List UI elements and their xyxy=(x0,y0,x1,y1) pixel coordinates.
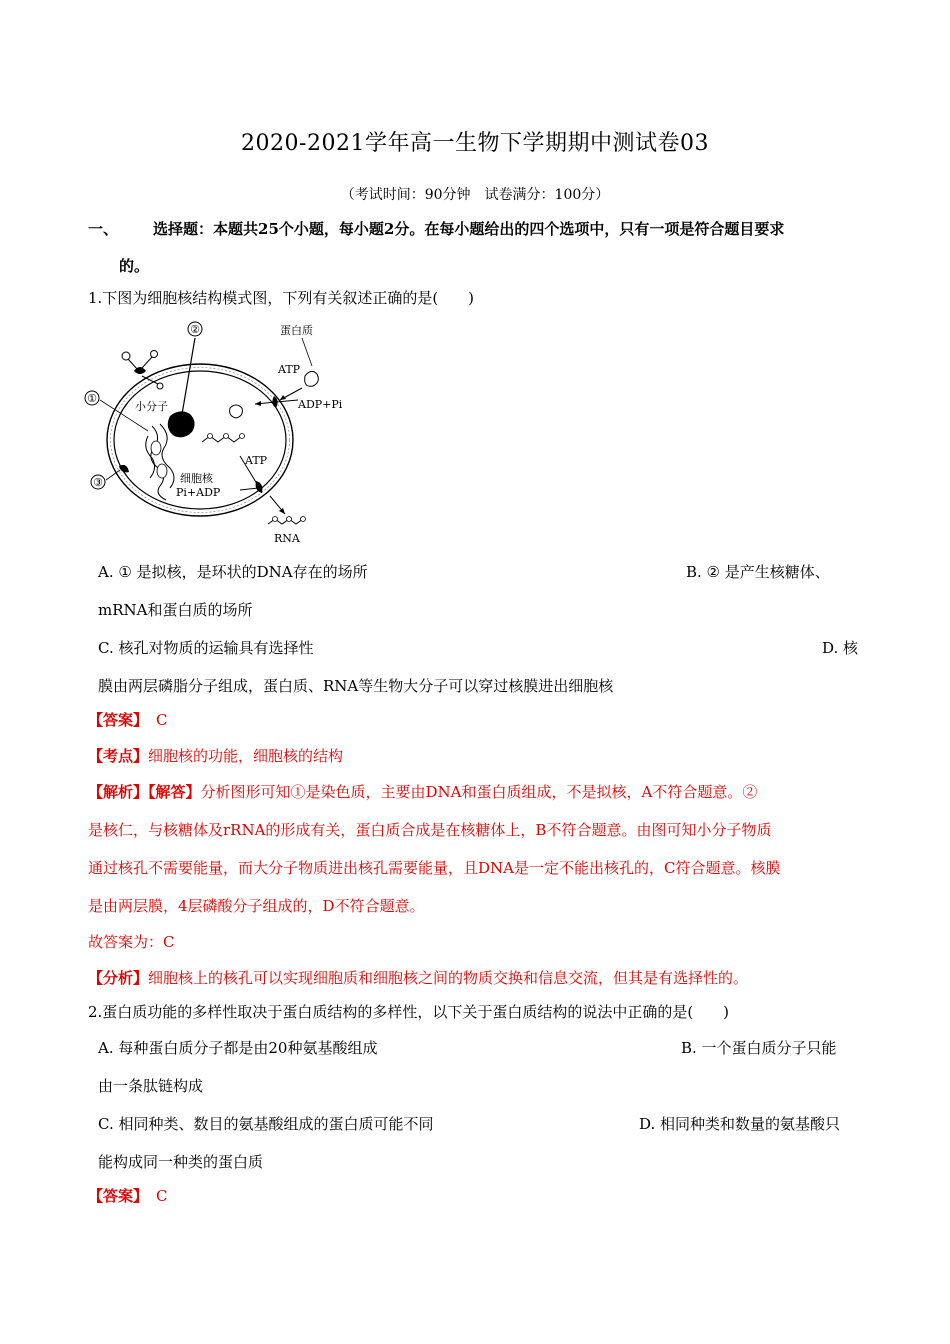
q1-analysis-summary xyxy=(88,967,748,988)
label-1: ① xyxy=(87,392,97,405)
q2-answer xyxy=(88,1185,168,1206)
q1-option-a: A. ① 是拟核，是环状的DNA存在的场所 xyxy=(98,563,368,581)
label-atp-top: ATP xyxy=(278,363,301,376)
q1-option-b-cont: mRNA和蛋白质的场所 xyxy=(98,601,253,619)
label-3: ③ xyxy=(93,476,103,489)
q2-option-d: D. 相同种类和数量的氨基酸只 xyxy=(639,1115,841,1133)
section-instructions-line2: 的。 xyxy=(119,257,150,275)
summary-tag: 【分析】 xyxy=(88,969,149,987)
nuclear-pore-lower-left xyxy=(119,465,129,473)
q1-analysis-line4: 是由两层膜，4层磷酸分子组成的，D不符合题意。 xyxy=(88,897,425,915)
key-point-text: 细胞核的功能，细胞核的结构 xyxy=(148,747,344,765)
q1-option-d: D. 核 xyxy=(822,639,859,657)
label-2: ② xyxy=(190,323,200,336)
summary-text: 细胞核上的核孔可以实现细胞质和细胞核之间的物质交换和信息交流，但其是有选择性的。 xyxy=(148,969,749,987)
q2-option-c: C. 相同种类、数目的氨基酸组成的蛋白质可能不同 xyxy=(98,1115,434,1133)
q1-final-answer: 故答案为：C xyxy=(88,933,175,951)
label-adp-pi: ADP+Pi xyxy=(298,398,343,411)
label-nucleus: 细胞核 xyxy=(180,472,213,485)
answer-value: C xyxy=(156,711,168,729)
q1-option-d-cont: 膜由两层磷脂分子组成，蛋白质、RNA等生物大分子可以穿过核膜进出细胞核 xyxy=(98,677,614,695)
label-protein: 蛋白质 xyxy=(280,324,313,337)
q1-answer xyxy=(88,709,168,730)
label-pi-adp: Pi+ADP xyxy=(176,486,221,499)
q1-option-b: B. ② 是产生核糖体、 xyxy=(686,563,830,581)
q2-option-b: B. 一个蛋白质分子只能 xyxy=(681,1039,837,1057)
answer-value: C xyxy=(156,1187,168,1205)
label-atp-bottom: ATP xyxy=(245,454,268,467)
q1-key-point xyxy=(88,745,343,766)
q2-option-d-cont: 能构成同一种类的蛋白质 xyxy=(98,1153,264,1171)
q1-analysis-line1 xyxy=(88,781,757,802)
question-1-stem: 1.下图为细胞核结构模式图，下列有关叙述正确的是( ) xyxy=(88,289,475,307)
analysis-text-1: 分析图形可知①是染色质，主要由DNA和蛋白质组成，不是拟核，A不符合题意。② xyxy=(200,783,758,801)
section-number: 一、 xyxy=(88,220,119,238)
chromatin xyxy=(151,426,166,500)
analysis-tag: 【解析】【解答】 xyxy=(88,783,201,801)
q1-analysis-line3: 通过核孔不需要能量，而大分子物质进出核孔需要能量，且DNA是一定不能出核孔的，C符合题意。核膜 xyxy=(88,859,781,877)
nucleolus xyxy=(168,411,195,437)
nucleus-structure-diagram xyxy=(80,316,370,548)
q1-option-c: C. 核孔对物质的运输具有选择性 xyxy=(98,639,314,657)
q2-option-a: A. 每种蛋白质分子都是由20种氨基酸组成 xyxy=(98,1039,378,1057)
q1-analysis-line2: 是核仁，与核糖体及rRNA的形成有关，蛋白质合成是在核糖体上，B不符合题意。由图可知小分子物质 xyxy=(88,821,772,839)
answer-tag: 【答案】 xyxy=(88,1187,149,1205)
label-small-molecule: 小分子 xyxy=(135,400,168,413)
label-rna: RNA xyxy=(274,532,300,545)
question-2-stem: 2.蛋白质功能的多样性取决于蛋白质结构的多样性，以下关于蛋白质结构的说法中正确的是( ) xyxy=(88,1003,730,1021)
section-instructions-line1: 选择题：本题共25个小题，每小题2分。在每小题给出的四个选项中，只有一项是符合题目要求 xyxy=(153,220,785,238)
answer-tag: 【答案】 xyxy=(88,711,149,729)
q2-option-b-cont: 由一条肽链构成 xyxy=(98,1077,204,1095)
page-title: 2020-2021学年高一生物下学期期中测试卷03 xyxy=(241,131,709,156)
key-point-tag: 【考点】 xyxy=(88,747,149,765)
exam-info: （考试时间：90分钟 试卷满分：100分） xyxy=(340,187,610,203)
